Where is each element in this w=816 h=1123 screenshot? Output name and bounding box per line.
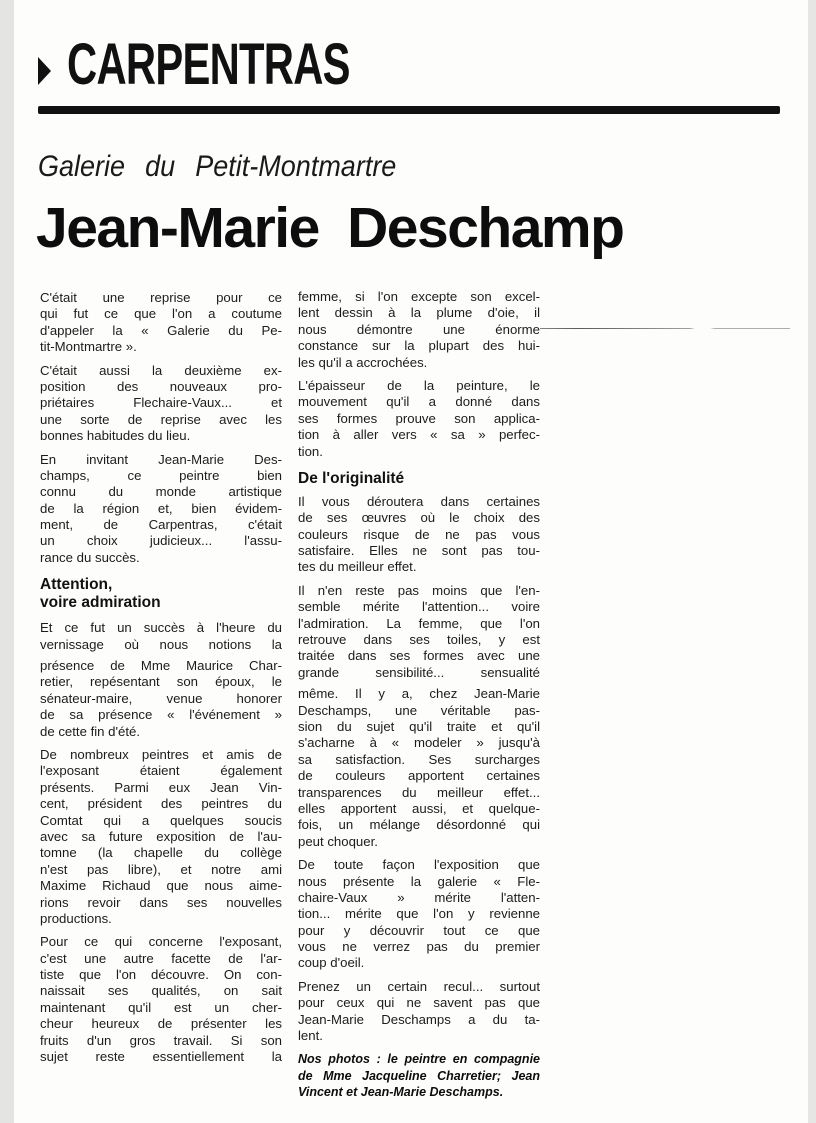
text-line: lent dessin à la plume d'oie, il <box>298 305 540 321</box>
paragraph <box>298 686 540 850</box>
text-line: Prenez un certain recul... surtout <box>298 978 540 994</box>
text-line: C'était une reprise pour ce <box>40 290 282 305</box>
paragraph <box>40 934 282 1065</box>
text-line: s'acharne à « modeler » jusqu'à <box>298 735 540 751</box>
subheading <box>298 470 540 488</box>
paragraph <box>40 363 282 445</box>
text-line: vous ne verrez pas du premier <box>298 939 540 955</box>
text-line: Nos photos : le peintre en compagnie <box>298 1052 540 1067</box>
paragraph <box>40 452 282 567</box>
scan-edge-right <box>808 0 816 1123</box>
text-line: transparences du meilleur effet... <box>298 784 540 800</box>
text-line: couleurs risque de ne pas vous <box>298 526 540 542</box>
text-line: Deschamps, une véritable pas- <box>298 702 540 718</box>
subheading-line: Attention, <box>40 576 113 594</box>
paragraph <box>40 747 282 927</box>
text-line: sa satisfaction. Ses surcharges <box>298 751 540 767</box>
text-line: cheur heureux de présenter les <box>40 1016 282 1032</box>
section-header <box>38 30 460 100</box>
text-line: Il vous déroutera dans certaines <box>298 493 540 509</box>
text-line: De toute façon l'exposition que <box>298 857 540 873</box>
text-line: avec sa future exposition de l'au- <box>40 828 282 844</box>
text-line: nous présente la galerie « Fle- <box>298 873 540 889</box>
section-rule <box>38 106 780 114</box>
text-line: mouvement qu'il a donné dans <box>298 394 540 410</box>
photo-caption <box>298 1051 540 1100</box>
text-line: maintenant qu'il est un cher- <box>40 999 282 1015</box>
text-line: n'est pas libre), et notre ami <box>40 861 282 877</box>
paragraph <box>298 857 540 972</box>
paragraph <box>40 620 282 653</box>
text-line: un choix judicieux... l'assu- <box>40 533 282 549</box>
text-line: tiste que l'on découvre. On con- <box>40 967 282 983</box>
text-line: sénateur-maire, venue honorer <box>40 690 282 706</box>
text-line: Jean-Marie Deschamps a du ta- <box>298 1011 540 1027</box>
column-1 <box>40 290 282 1065</box>
text-line: c'est une autre facette de l'ar- <box>40 950 282 966</box>
paragraph <box>298 289 540 371</box>
paragraph <box>298 494 540 576</box>
text-line: tes du meilleur effet. <box>298 559 417 575</box>
text-line: chaire-Vaux » mérite l'atten- <box>298 889 540 905</box>
subheading-line: De l'originalité <box>298 469 405 487</box>
text-line: les qu'il a accrochées. <box>298 354 428 370</box>
text-line: de ses œuvres où le choix des <box>298 510 540 526</box>
text-line: Pour ce qui concerne l'exposant, <box>40 934 282 950</box>
text-line: lent. <box>298 1028 323 1044</box>
text-line: sion du sujet qu'il traite et qu'il <box>298 718 540 734</box>
kicker: Galerie du Petit-Montmartre <box>38 150 397 183</box>
text-line: connu du monde artistique <box>40 484 282 500</box>
text-line: elles apportent aussi, et quelque- <box>298 800 540 816</box>
text-line: de couleurs apportent certaines <box>298 768 540 784</box>
text-line: Et ce fut un succès à l'heure du <box>40 620 282 636</box>
text-line: productions. <box>40 910 112 926</box>
section-title: CARPENTRAS <box>67 32 350 97</box>
column-2 <box>298 289 540 1101</box>
text-line: peut choquer. <box>298 833 378 849</box>
text-line: sujet reste essentiellement la <box>40 1049 282 1065</box>
subheading-line: voire admiration <box>40 594 161 612</box>
text-line: cent, président des peintres du <box>40 796 282 812</box>
text-line: Maxime Richaud que nous aime- <box>40 878 282 894</box>
text-line: tit-Montmartre ». <box>40 339 137 355</box>
triangle-right-icon <box>38 57 51 85</box>
text-line: retrouve dans ses toiles, y est <box>298 632 540 648</box>
text-line: de Mme Jacqueline Charretier; Jean <box>298 1068 540 1083</box>
text-line: l'admiration. La femme, que l'on <box>298 615 540 631</box>
headline: Jean-Marie Deschamp <box>36 196 624 260</box>
scan-edge-left <box>0 0 14 1123</box>
text-line: C'était aussi la deuxième ex- <box>40 362 282 378</box>
text-line: satisfaire. Elles ne sont pas tou- <box>298 543 540 559</box>
text-line: position des nouveaux pro- <box>40 378 282 394</box>
paragraph <box>298 378 540 460</box>
text-line: ses formes prouve son applica- <box>298 410 540 426</box>
paragraph <box>298 583 540 681</box>
text-line: pour ceux qui ne savent pas que <box>298 995 540 1011</box>
text-line: Il n'en reste pas moins que l'en- <box>298 582 540 598</box>
text-line: retier, repésentant son époux, le <box>40 674 282 690</box>
text-line: bonnes habitudes du lieu. <box>40 428 191 444</box>
text-line: vernissage où nous notions la <box>40 636 282 652</box>
text-line: tion à aller vers « sa » perfec- <box>298 427 540 443</box>
text-line: tomne (la chapelle du collège <box>40 845 282 861</box>
text-line: nous démontre une énorme <box>298 321 540 337</box>
text-line: ment, de Carpentras, c'était <box>40 517 282 533</box>
text-line: coup d'oeil. <box>298 955 365 971</box>
text-line: rance du succès. <box>40 549 140 565</box>
text-line: traitée dans ses formes avec une <box>298 648 540 664</box>
text-line: de cette fin d'été. <box>40 723 141 739</box>
paragraph <box>298 979 540 1045</box>
text-line: semble mérite l'attention... voire <box>298 599 540 615</box>
text-line: naissait ses qualités, on sait <box>40 983 282 999</box>
text-line: De nombreux peintres et amis de <box>40 746 282 762</box>
text-line: rions revoir dans ses nouvelles <box>40 894 282 910</box>
text-line: qui fut ce que l'on a coutume <box>40 306 282 322</box>
text-line: En invitant Jean-Marie Des- <box>40 451 282 467</box>
text-line: présence de Mme Maurice Char- <box>40 658 282 674</box>
text-line: femme, si l'on excepte son excel- <box>298 289 540 304</box>
text-line: une sorte de reprise avec les <box>40 411 282 427</box>
subheading <box>40 576 282 612</box>
text-line: fruits d'un gros travail. Si son <box>40 1032 282 1048</box>
text-line: tion... mérite que l'on y revienne <box>298 906 540 922</box>
text-line: grande sensibilité... sensualité <box>298 664 540 680</box>
text-line: même. Il y a, chez Jean-Marie <box>298 686 540 702</box>
text-line: présents. Parmi eux Jean Vin- <box>40 779 282 795</box>
text-line: L'épaisseur de la peinture, le <box>298 377 540 393</box>
paragraph <box>40 290 282 356</box>
text-line: d'appeler la « Galerie du Pe- <box>40 322 282 338</box>
text-line: fois, un mélange désordonné qui <box>298 817 540 833</box>
paragraph <box>40 658 282 740</box>
text-line: priétaires Flechaire-Vaux... et <box>40 395 282 411</box>
text-line: l'exposant étaient également <box>40 763 282 779</box>
stray-rule <box>540 328 790 329</box>
text-line: Comtat qui a quelques soucis <box>40 812 282 828</box>
text-line: pour y découvrir tout ce que <box>298 922 540 938</box>
text-line: Vincent et Jean-Marie Deschamps. <box>298 1085 504 1100</box>
text-line: champs, ce peintre bien <box>40 467 282 483</box>
text-line: constance sur la plupart des hui- <box>298 338 540 354</box>
text-line: de sa présence « l'événement » <box>40 707 282 723</box>
text-line: de la région et, bien évidem- <box>40 500 282 516</box>
text-line: tion. <box>298 443 323 459</box>
